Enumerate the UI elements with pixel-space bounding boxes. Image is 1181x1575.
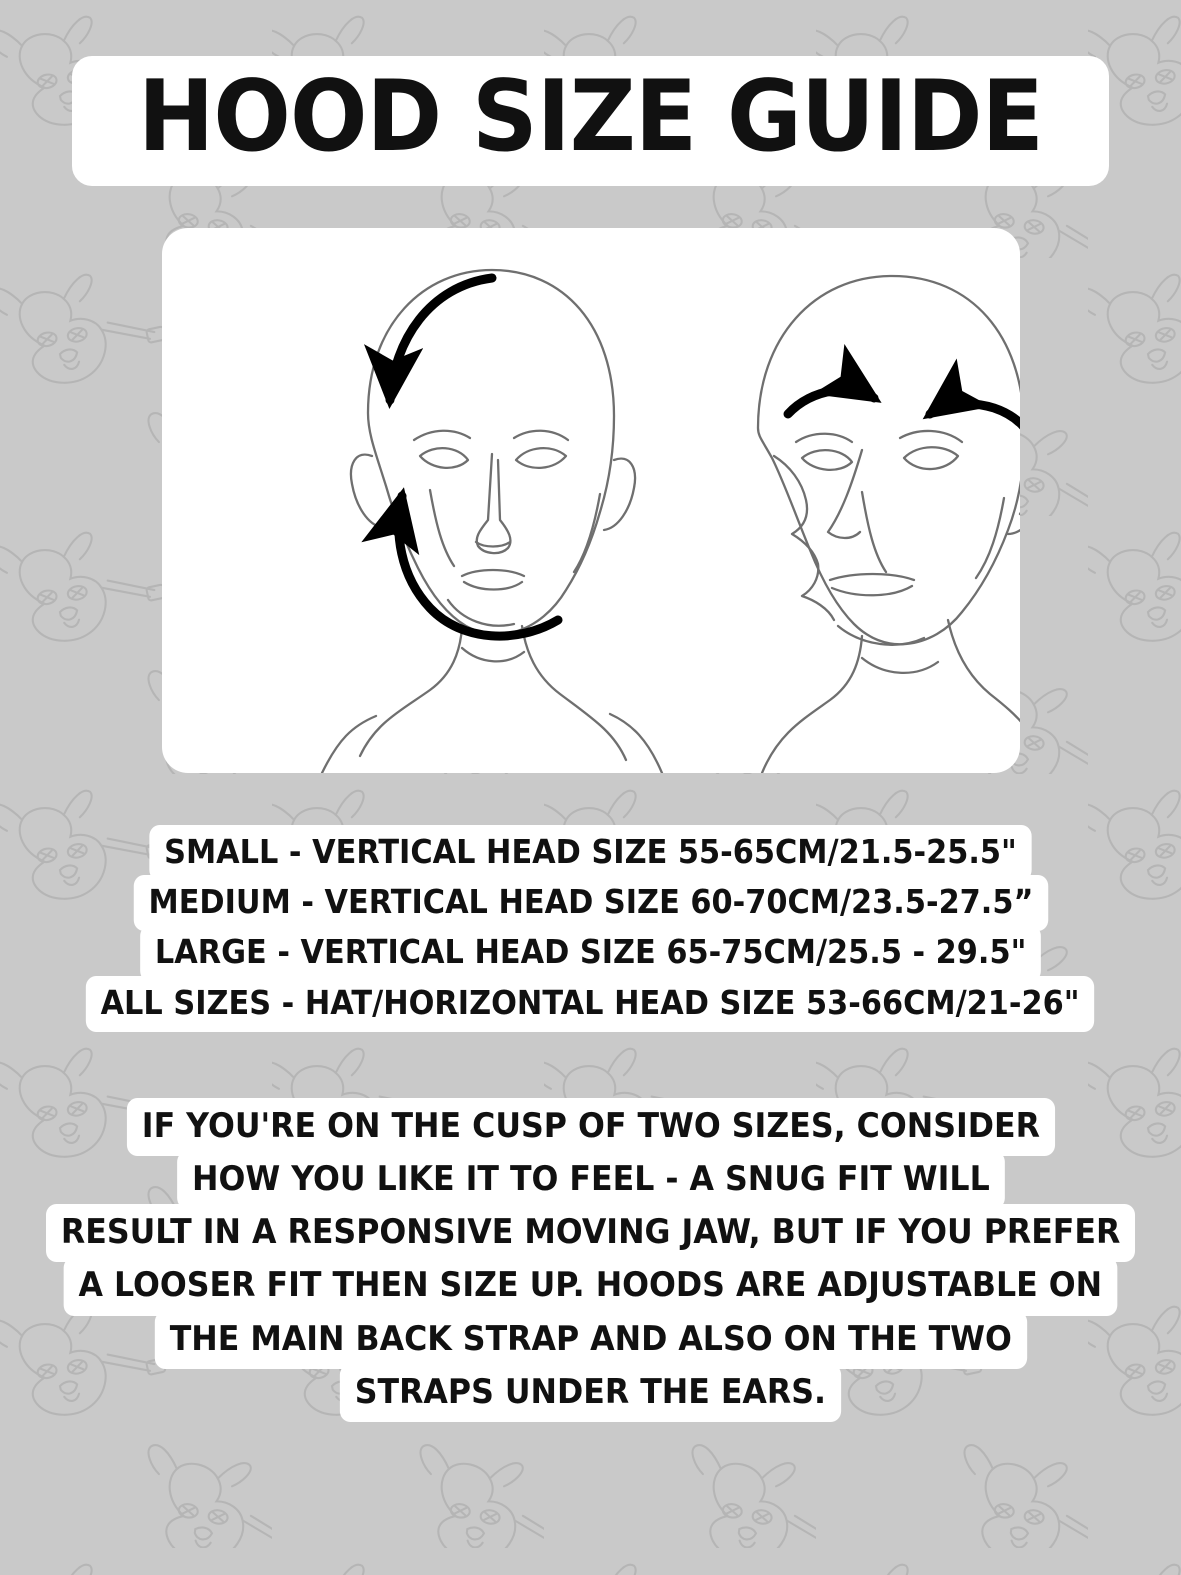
vertical-measure-arrow xyxy=(390,278,558,636)
measurement-illustration xyxy=(162,228,1020,773)
note-line: HOW YOU LIKE IT TO FEEL - A SNUG FIT WILL xyxy=(180,1155,1000,1205)
size-list xyxy=(46,829,1134,1028)
size-row-large: LARGE - VERTICAL HEAD SIZE 65-75CM/25.5 - 29.5" xyxy=(144,929,1038,977)
page-title-container xyxy=(78,62,1103,180)
head-angled-sketch xyxy=(758,276,1020,773)
note-line: THE MAIN BACK STRAP AND ALSO ON THE TWO xyxy=(158,1315,1023,1365)
note-line: IF YOU'RE ON THE CUSP OF TWO SIZES, CONSIDER xyxy=(130,1102,1050,1152)
measurement-illustration-card xyxy=(162,228,1020,773)
size-row-medium: MEDIUM - VERTICAL HEAD SIZE 60-70CM/23.5-27.5” xyxy=(137,879,1044,927)
page-title: HOOD SIZE GUIDE xyxy=(138,60,1043,174)
note-line: RESULT IN A RESPONSIVE MOVING JAW, BUT IF YOU PREFER xyxy=(50,1208,1132,1258)
note-line: A LOOSER FIT THEN SIZE UP. HOODS ARE ADJUSTABLE ON xyxy=(68,1261,1114,1311)
size-row-small: SMALL - VERTICAL HEAD SIZE 55-65CM/21.5-25.5" xyxy=(153,829,1028,877)
note-line: STRAPS UNDER THE EARS. xyxy=(344,1368,838,1418)
size-row-all-sizes: ALL SIZES - HAT/HORIZONTAL HEAD SIZE 53-66CM/21-26" xyxy=(90,980,1091,1028)
head-front-sketch xyxy=(322,270,662,773)
fit-advice-note xyxy=(9,1102,1172,1418)
